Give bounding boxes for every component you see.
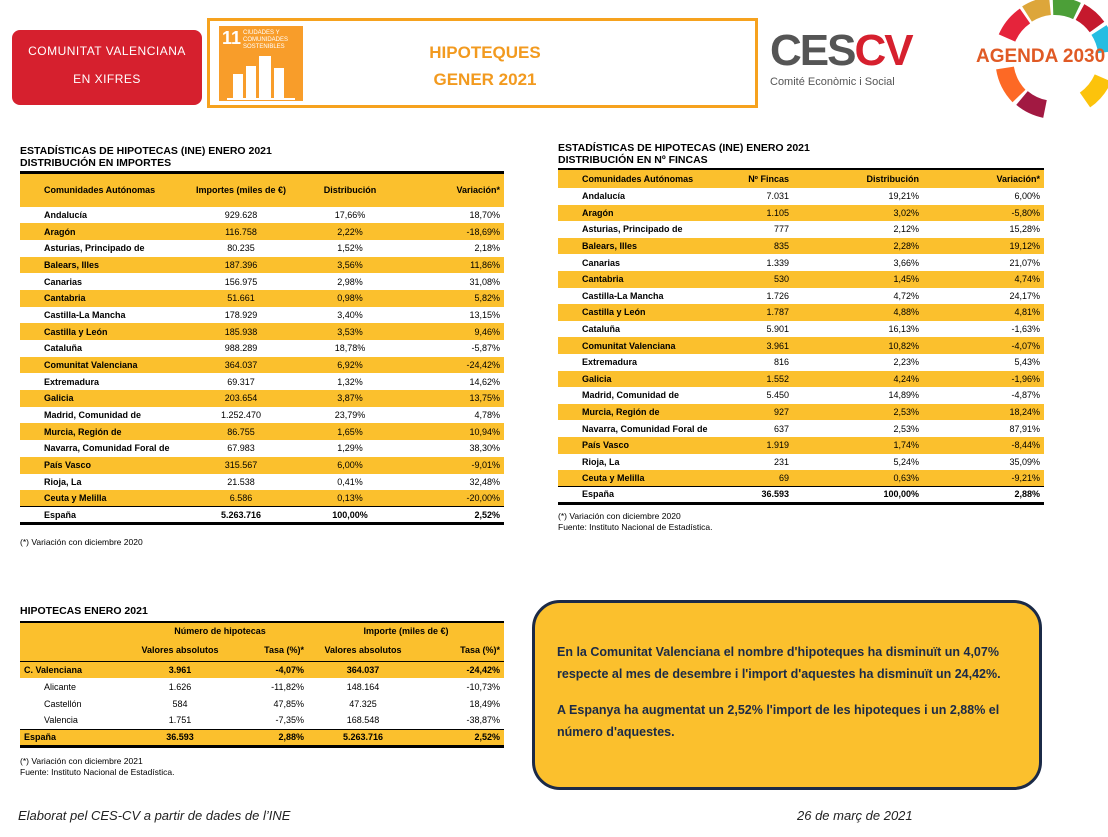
table-row	[20, 695, 504, 712]
table-row	[20, 357, 504, 374]
agenda-2030-logo	[960, 0, 1108, 120]
cell-value: 5.263.716	[342, 732, 384, 742]
row-label: Canarias	[582, 257, 621, 268]
table-row	[558, 371, 1044, 388]
cell-value: -9,01%	[471, 460, 500, 471]
row-label: Galicia	[582, 373, 612, 384]
region-badge	[12, 30, 202, 105]
sdg11-icon	[219, 26, 303, 101]
cell-value: 6,92%	[337, 360, 363, 371]
cell-value: 5,82%	[474, 293, 500, 304]
cell-value: 11,86%	[470, 259, 500, 270]
cell-value: 5.263.716	[220, 509, 262, 520]
ces-logo-accent: CV	[854, 26, 912, 75]
row-label: Castilla y León	[44, 326, 108, 337]
summary-p2: A Espanya ha augmentat un 2,52% l'import de les hipoteques i un 2,88% el número d'aquestes.	[557, 703, 1000, 739]
cell-value: 1.105	[766, 207, 789, 218]
cell-value: 364.037	[224, 360, 258, 371]
fincas-section	[558, 142, 1044, 533]
cell-value: -4,87%	[1011, 390, 1040, 401]
table-row	[558, 354, 1044, 371]
cell-value: 315.567	[224, 460, 258, 471]
cell-value: 21.538	[227, 476, 255, 487]
col-header: Nº Fincas	[748, 174, 789, 184]
cell-value: 1,32%	[337, 376, 363, 387]
page-title	[310, 39, 660, 93]
cell-value: 14,89%	[888, 390, 919, 401]
cell-value: 3,02%	[893, 207, 919, 218]
row-label: Asturias, Principado de	[582, 224, 683, 235]
cell-value: 4,88%	[893, 307, 919, 318]
cell-value: 4,78%	[474, 410, 500, 421]
cell-value: 15,28%	[1009, 224, 1040, 235]
cell-value: 4,81%	[1014, 307, 1040, 318]
cell-value: 10,94%	[469, 426, 500, 437]
table-group-row	[20, 622, 504, 639]
cell-value: 18,78%	[334, 343, 366, 354]
cell-value: 2,22%	[337, 226, 363, 237]
table-row	[20, 257, 504, 274]
row-label: España	[582, 489, 615, 500]
cell-value: 3,87%	[337, 393, 363, 404]
cell-value: 1.726	[766, 290, 789, 301]
cell-value: 1.252.470	[220, 410, 262, 421]
cell-value: 116.758	[225, 226, 257, 237]
footer-date: 26 de març de 2021	[797, 808, 913, 823]
table-row	[558, 470, 1044, 487]
cell-value: 35,09%	[1009, 456, 1040, 467]
cell-value: 69	[778, 473, 789, 484]
cell-value: 835	[773, 241, 789, 252]
table-row	[558, 387, 1044, 404]
cell-value: 18,24%	[1009, 407, 1040, 418]
row-label: Navarra, Comunidad Foral de	[582, 423, 708, 434]
cell-value: 13,75%	[469, 393, 500, 404]
col-header: Importes (miles de €)	[195, 185, 287, 196]
cell-value: 178.929	[224, 309, 258, 320]
cell-value: 69.317	[227, 376, 255, 387]
group-header: Número de hipotecas	[174, 626, 266, 636]
table-row	[558, 337, 1044, 354]
fincas-note2: Fuente: Instituto Nacional de Estadística.	[558, 521, 713, 532]
cell-value: 0,98%	[337, 293, 363, 304]
cell-value: 3.961	[766, 340, 789, 351]
table-row	[558, 254, 1044, 271]
fincas-body	[558, 188, 1044, 503]
cell-value: 530	[773, 274, 789, 285]
table-row	[558, 288, 1044, 305]
col-header: Distribución	[323, 185, 377, 196]
cell-value: 36.593	[166, 732, 194, 742]
importes-body	[20, 207, 504, 524]
cell-value: 2,88%	[278, 732, 304, 742]
cell-value: -1,63%	[1011, 324, 1040, 335]
agenda-text: AGENDA 2030	[976, 46, 1106, 67]
cell-value: 47,85%	[273, 698, 304, 709]
cell-value: 1,45%	[893, 274, 919, 285]
table-row	[20, 712, 504, 729]
cell-value: 31,08%	[469, 276, 500, 287]
row-label: Aragón	[44, 226, 76, 237]
row-label: Rioja, La	[44, 476, 82, 487]
importes-note: (*) Variación con diciembre 2020	[20, 537, 143, 548]
cell-value: 816	[773, 357, 789, 368]
cell-value: 6.586	[229, 493, 253, 504]
table-header-row	[20, 173, 504, 207]
enero-table	[20, 621, 504, 748]
enero-note2: Fuente: Instituto Nacional de Estadística.	[20, 766, 175, 777]
cell-value: 929.628	[224, 209, 258, 220]
cell-value: 3,40%	[337, 309, 363, 320]
cell-value: 2,98%	[337, 276, 363, 287]
cell-value: 637	[773, 423, 789, 434]
table-row	[558, 404, 1044, 421]
cell-value: 21,07%	[1009, 257, 1040, 268]
row-label: Ceuta y Melilla	[44, 493, 107, 504]
table-row	[558, 271, 1044, 288]
cell-value: 100,00%	[332, 509, 368, 520]
cell-value: 1.339	[766, 257, 789, 268]
row-label: C. Valenciana	[24, 664, 83, 675]
cell-value: 168.548	[346, 715, 380, 726]
cell-value: 19,12%	[1009, 241, 1040, 252]
row-label: Alicante	[44, 681, 77, 692]
row-label: Madrid, Comunidad de	[582, 390, 680, 401]
cell-value: -5,80%	[1011, 207, 1040, 218]
cell-value: 2,18%	[474, 243, 500, 254]
cell-value: -18,69%	[466, 226, 500, 237]
table-row	[20, 390, 504, 407]
col-header: Variación*	[456, 185, 500, 196]
table-row	[20, 474, 504, 491]
cell-value: 80.235	[227, 243, 255, 254]
cell-value: 51.661	[227, 293, 255, 304]
cell-value: 1.787	[766, 307, 789, 318]
table-header-row	[558, 169, 1044, 188]
row-label: Balears, Illes	[582, 241, 638, 252]
sub-header: Valores absolutos	[324, 644, 402, 655]
row-label: País Vasco	[582, 440, 630, 451]
cell-value: 1,65%	[337, 426, 363, 437]
sub-header: Tasa (%)*	[264, 644, 304, 655]
cell-value: 4,74%	[1014, 274, 1040, 285]
cell-value: -5,87%	[471, 343, 500, 354]
col-header: Comunidades Autónomas	[44, 185, 156, 196]
table-row	[558, 221, 1044, 238]
cell-value: 16,13%	[888, 324, 919, 335]
fincas-title2: DISTRIBUCIÓN EN Nº FINCAS	[558, 154, 708, 166]
cell-value: 148.164	[346, 681, 380, 692]
row-label: Andalucía	[582, 191, 626, 202]
cell-value: -1,96%	[1011, 373, 1040, 384]
row-label: Rioja, La	[582, 456, 620, 467]
cell-value: 1.751	[168, 715, 192, 726]
footer-source: Elaborat pel CES-CV a partir de dades de l’INE	[18, 808, 291, 823]
cell-value: 9,46%	[474, 326, 500, 337]
table-row	[558, 454, 1044, 471]
fincas-table	[558, 168, 1044, 505]
cell-value: 19,21%	[888, 191, 919, 202]
row-label: Aragón	[582, 207, 614, 218]
row-label: Murcia, Región de	[44, 426, 122, 437]
importes-title2: DISTRIBUCIÓN EN IMPORTES	[20, 157, 172, 169]
table-row	[20, 457, 504, 474]
row-label: Valencia	[44, 715, 78, 726]
table-row	[20, 440, 504, 457]
sub-header: Valores absolutos	[141, 644, 219, 655]
table-row	[558, 420, 1044, 437]
cell-value: 17,66%	[334, 209, 366, 220]
cell-value: 231	[773, 456, 789, 467]
cell-value: -10,73%	[466, 681, 500, 692]
table-row	[20, 661, 504, 678]
group-header: Importe (miles de €)	[363, 626, 449, 636]
table-row	[558, 304, 1044, 321]
fincas-title1: ESTADÍSTICAS DE HIPOTECAS (INE) ENERO 2021	[558, 142, 810, 154]
cell-value: -11,82%	[271, 681, 304, 692]
cell-value: -8,44%	[1011, 440, 1040, 451]
sub-header: Tasa (%)*	[460, 644, 500, 655]
cell-value: 5.450	[766, 390, 789, 401]
row-label: Castilla y León	[582, 307, 646, 318]
title-box	[207, 18, 758, 108]
table-row	[20, 290, 504, 307]
cell-value: 1.626	[168, 681, 192, 692]
cell-value: 2,12%	[893, 224, 919, 235]
col-header: Variación*	[996, 174, 1040, 184]
table-row	[558, 321, 1044, 338]
cell-value: 6,00%	[1014, 191, 1040, 202]
table-row	[20, 307, 504, 324]
cell-value: 67.983	[227, 443, 255, 454]
table-row	[20, 678, 504, 695]
row-label: Extremadura	[582, 357, 638, 368]
sdg-text: CIUDADES Y COMUNIDADES SOSTENIBLES	[243, 30, 289, 50]
cell-value: 2,28%	[893, 241, 919, 252]
enero-title: HIPOTECAS ENERO 2021	[20, 605, 148, 617]
table-row	[20, 373, 504, 390]
table-row	[20, 729, 504, 746]
table-row	[558, 205, 1044, 222]
table-row	[20, 507, 504, 524]
cell-value: 156.975	[224, 276, 258, 287]
importes-table	[20, 171, 504, 525]
cell-value: 100,00%	[883, 489, 919, 500]
cell-value: 1,52%	[337, 243, 363, 254]
cell-value: 4,72%	[893, 290, 919, 301]
cell-value: 2,23%	[893, 357, 919, 368]
row-label: Murcia, Región de	[582, 407, 660, 418]
table-row	[20, 407, 504, 424]
cell-value: 5,24%	[893, 456, 919, 467]
cell-value: -4,07%	[1011, 340, 1040, 351]
cell-value: 6,00%	[337, 460, 363, 471]
badge-line1: COMUNITAT VALENCIANA	[28, 44, 186, 58]
row-label: Andalucía	[44, 209, 88, 220]
cell-value: 777	[773, 224, 789, 235]
cell-value: 10,82%	[888, 340, 919, 351]
table-row	[558, 238, 1044, 255]
table-row	[20, 340, 504, 357]
ces-cv-logo	[770, 28, 930, 98]
cell-value: 23,79%	[334, 410, 366, 421]
row-label: País Vasco	[44, 460, 92, 471]
cell-value: 14,62%	[469, 376, 500, 387]
row-label: Galicia	[44, 393, 74, 404]
cell-value: 4,24%	[893, 373, 919, 384]
row-label: Navarra, Comunidad Foral de	[44, 443, 170, 454]
cell-value: 927	[773, 407, 789, 418]
cell-value: -9,21%	[1011, 473, 1040, 484]
row-label: Ceuta y Melilla	[582, 473, 645, 484]
cell-value: 3,56%	[337, 259, 363, 270]
cell-value: 2,88%	[1014, 489, 1040, 500]
row-label: Cantabria	[582, 274, 624, 285]
table-row	[20, 323, 504, 340]
cell-value: 36.593	[761, 489, 789, 500]
cell-value: 364.037	[346, 664, 380, 675]
cell-value: 3.961	[168, 664, 192, 675]
row-label: Cantabria	[44, 293, 86, 304]
cell-value: 24,17%	[1009, 290, 1040, 301]
cell-value: 2,53%	[893, 423, 919, 434]
cell-value: 3,53%	[337, 326, 363, 337]
row-label: Balears, Illes	[44, 259, 100, 270]
cell-value: 3,66%	[893, 257, 919, 268]
table-row	[20, 240, 504, 257]
cell-value: 1.552	[766, 373, 789, 384]
ces-logo-main: CES	[770, 26, 855, 75]
cell-value: 0,63%	[893, 473, 919, 484]
row-label: España	[44, 509, 77, 520]
cell-value: 584	[172, 698, 188, 709]
cell-value: 18,70%	[469, 209, 500, 220]
table-row	[20, 207, 504, 224]
cell-value: 988.289	[224, 343, 258, 354]
cell-value: 47.325	[349, 698, 377, 709]
cell-value: 2,52%	[474, 732, 500, 742]
cell-value: 5.901	[766, 324, 789, 335]
sdg-number: 11	[222, 28, 242, 48]
row-label: Madrid, Comunidad de	[44, 410, 142, 421]
summary-card	[532, 600, 1042, 790]
enero-body	[20, 661, 504, 746]
table-subheader-row	[20, 639, 504, 661]
enero-section	[20, 605, 504, 778]
cell-value: 2,53%	[893, 407, 919, 418]
cell-value: 203.654	[224, 393, 258, 404]
table-row	[20, 273, 504, 290]
cell-value: 0,13%	[337, 493, 363, 504]
cell-value: 32,48%	[469, 476, 500, 487]
importes-title1: ESTADÍSTICAS DE HIPOTECAS (INE) ENERO 2021	[20, 145, 272, 157]
cell-value: -24,42%	[466, 664, 500, 675]
cell-value: -20,00%	[466, 493, 500, 504]
row-label: Castilla-La Mancha	[44, 309, 126, 320]
cell-value: -24,42%	[466, 360, 500, 371]
cell-value: -4,07%	[275, 664, 304, 675]
cell-value: 1.919	[766, 440, 789, 451]
cell-value: 86.755	[227, 426, 255, 437]
fincas-note1: (*) Variación con diciembre 2020	[558, 510, 681, 521]
cell-value: 2,52%	[474, 509, 500, 520]
row-label: Extremadura	[44, 376, 100, 387]
title-line1: HIPOTEQUES	[429, 43, 541, 62]
badge-line2: EN XIFRES	[73, 72, 141, 86]
table-row	[20, 423, 504, 440]
enero-note1: (*) Variación con diciembre 2021	[20, 755, 143, 766]
cell-value: 1,74%	[893, 440, 919, 451]
summary-p1: En la Comunitat Valenciana el nombre d'hipoteques ha disminuït un 4,07% respecte al mes de desembre i l'import d'aquestes ha disminuït un 24,42%.	[557, 645, 1001, 681]
row-label: Asturias, Principado de	[44, 243, 145, 254]
importes-section	[20, 145, 504, 548]
cell-value: 7.031	[766, 191, 789, 202]
table-row	[558, 188, 1044, 205]
cell-value: -38,87%	[466, 715, 500, 726]
cell-value: 0,41%	[337, 476, 363, 487]
table-row	[20, 223, 504, 240]
ces-logo-sub: Comité Econòmic i Social	[770, 76, 895, 88]
row-label: Castellón	[44, 698, 82, 709]
cell-value: 187.396	[224, 259, 258, 270]
row-label: Cataluña	[582, 324, 621, 335]
row-label: Comunitat Valenciana	[44, 360, 138, 371]
cell-value: 1,29%	[337, 443, 363, 454]
row-label: Castilla-La Mancha	[582, 290, 664, 301]
cell-value: 185.938	[224, 326, 258, 337]
cell-value: 87,91%	[1009, 423, 1040, 434]
cell-value: 13,15%	[469, 309, 500, 320]
table-row	[558, 487, 1044, 504]
table-row	[20, 490, 504, 507]
cell-value: -7,35%	[275, 715, 304, 726]
cell-value: 18,49%	[469, 698, 500, 709]
row-label: Canarias	[44, 276, 83, 287]
row-label: Comunitat Valenciana	[582, 340, 676, 351]
row-label: España	[24, 732, 57, 742]
city-buildings-icon	[219, 26, 303, 101]
title-line2: GENER 2021	[433, 70, 537, 89]
row-label: Cataluña	[44, 343, 83, 354]
col-header: Distribución	[866, 174, 919, 184]
cell-value: 5,43%	[1014, 357, 1040, 368]
table-row	[558, 437, 1044, 454]
col-header: Comunidades Autónomas	[582, 174, 694, 184]
cell-value: 38,30%	[469, 443, 500, 454]
